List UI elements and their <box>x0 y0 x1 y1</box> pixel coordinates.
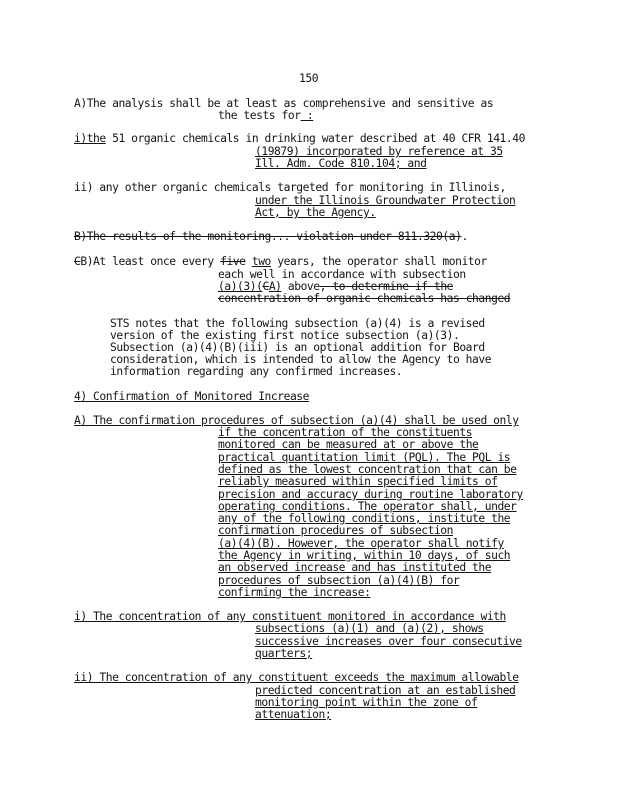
para-b-deleted-text: B)The results of the monitoring... violation under 811.320(a) <box>74 230 462 243</box>
para-i-text-2a: (1987 <box>255 145 287 158</box>
para-4ii-line-2: predicted concentration at an established <box>255 684 516 697</box>
para-i-line-1 <box>74 132 525 145</box>
note-line-3: Subsection (a)(4)(B)(iii) is an optional addition for Board <box>110 341 485 354</box>
para-c-inserted-a: A) <box>268 280 282 293</box>
para-4a-line-6: reliably measured within specified limits of <box>218 475 498 488</box>
para-4a-line-4: practical quantitation limit (PQL). The PQL is <box>218 451 511 464</box>
para-4a-line-13: an observed increase and has instituted the <box>218 561 492 574</box>
para-4a-line-5: defined as the lowest concentration that can be <box>218 463 517 476</box>
para-ii-text-3: Act, by the Agency. <box>255 206 376 219</box>
para-c-inserted-two: two <box>251 255 271 268</box>
para-i-text-2b: 9) incorporated by reference at 35 <box>286 145 503 158</box>
para-c-text-2: each well in accordance with subsection <box>218 268 466 281</box>
para-ii-line-1 <box>74 181 506 194</box>
para-4a-line-7: precision and accuracy during routine laboratory <box>218 488 523 501</box>
para-ii-text-2: under the Illinois Groundwater Protection <box>255 194 516 207</box>
para-4i-line-1: i) The concentration of any constituent monitored in accordance with <box>74 610 506 623</box>
para-c-text-1c: years, the operator shall monitor <box>270 255 487 268</box>
para-4a-line-11: (a)(4)(B). However, the operator shall notify <box>218 537 504 550</box>
para-c-deleted-text-3: , to determine if the <box>319 280 454 293</box>
para-4a-line-1: A) The confirmation procedures of subsection (a)(4) shall be used only <box>74 414 519 427</box>
section-4-heading: 4) Confirmation of Monitored Increase <box>74 390 309 403</box>
para-a-inserted-colon: : <box>300 109 314 122</box>
para-i-text-3: Ill. Adm. Code 810.104; and <box>255 157 427 170</box>
para-4ii-line-3: monitoring point within the zone of <box>255 696 478 709</box>
para-4i-line-4: quarters; <box>255 647 313 660</box>
para-4a-line-2: if the concentration of the constituents <box>218 426 473 439</box>
para-4ii-line-1: ii) The concentration of any constituent exceeds the maximum allowable <box>74 671 519 684</box>
para-i-text-1: 51 organic chemicals in drinking water described at 40 CFR 141.40 <box>105 132 525 145</box>
para-c-text-1a: B)At least once every <box>80 255 221 268</box>
para-4a-line-15: confirming the increase: <box>218 586 371 599</box>
para-ii-line-3 <box>255 206 376 219</box>
para-b-line-1 <box>74 230 468 243</box>
note-line-5: information regarding any confirmed increases. <box>110 365 403 378</box>
para-c-deleted-text-4: concentration of organic chemicals has changed <box>218 292 511 305</box>
para-c-line-1 <box>74 255 487 268</box>
para-b-period: . <box>461 230 468 243</box>
para-a-line-2 <box>218 109 313 122</box>
para-c-line-4 <box>218 292 510 305</box>
para-c-deleted-letter: C <box>74 255 81 268</box>
para-i-line-3 <box>255 157 427 170</box>
para-4a-line-14: procedures of subsection (a)(4)(B) for <box>218 574 460 587</box>
para-ii-text-1: ii) any other organic chemicals targeted for monitoring in Illinois, <box>74 181 506 194</box>
para-c-text-3: above <box>281 280 320 293</box>
note-line-4: consideration, which is intended to allow the Agency to have <box>110 353 492 366</box>
para-i-inserted-prefix: i)the <box>74 132 106 145</box>
para-4a-line-12: the Agency in writing, within 10 days, of such <box>218 549 511 562</box>
para-c-inserted-ref: (a)(3)( <box>218 280 263 293</box>
note-line-1: STS notes that the following subsection (a)(4) is a revised <box>110 317 485 330</box>
para-c-deleted-c: C <box>262 280 269 293</box>
para-4a-line-8: operating conditions. The operator shall, under <box>218 500 517 513</box>
para-4i-line-2: subsections (a)(1) and (a)(2), shows <box>255 622 484 635</box>
para-4a-line-3: monitored can be measured at or above the <box>218 438 479 451</box>
para-4ii-line-4: attenuation; <box>255 708 332 721</box>
page-number: 150 <box>299 72 319 85</box>
para-4a-line-9: any of the following conditions, institute the <box>218 512 511 525</box>
para-a-text-2: the tests for <box>218 109 301 122</box>
para-4i-line-3: successive increases over four consecutive <box>255 635 522 648</box>
para-c-deleted-five: five <box>220 255 246 268</box>
para-a-text-1: A)The analysis shall be at least as comprehensive and sensitive as <box>74 97 494 110</box>
para-4a-line-10: confirmation procedures of subsection <box>218 524 453 537</box>
note-line-2: version of the existing first notice subsection (a)(3). <box>110 329 460 342</box>
